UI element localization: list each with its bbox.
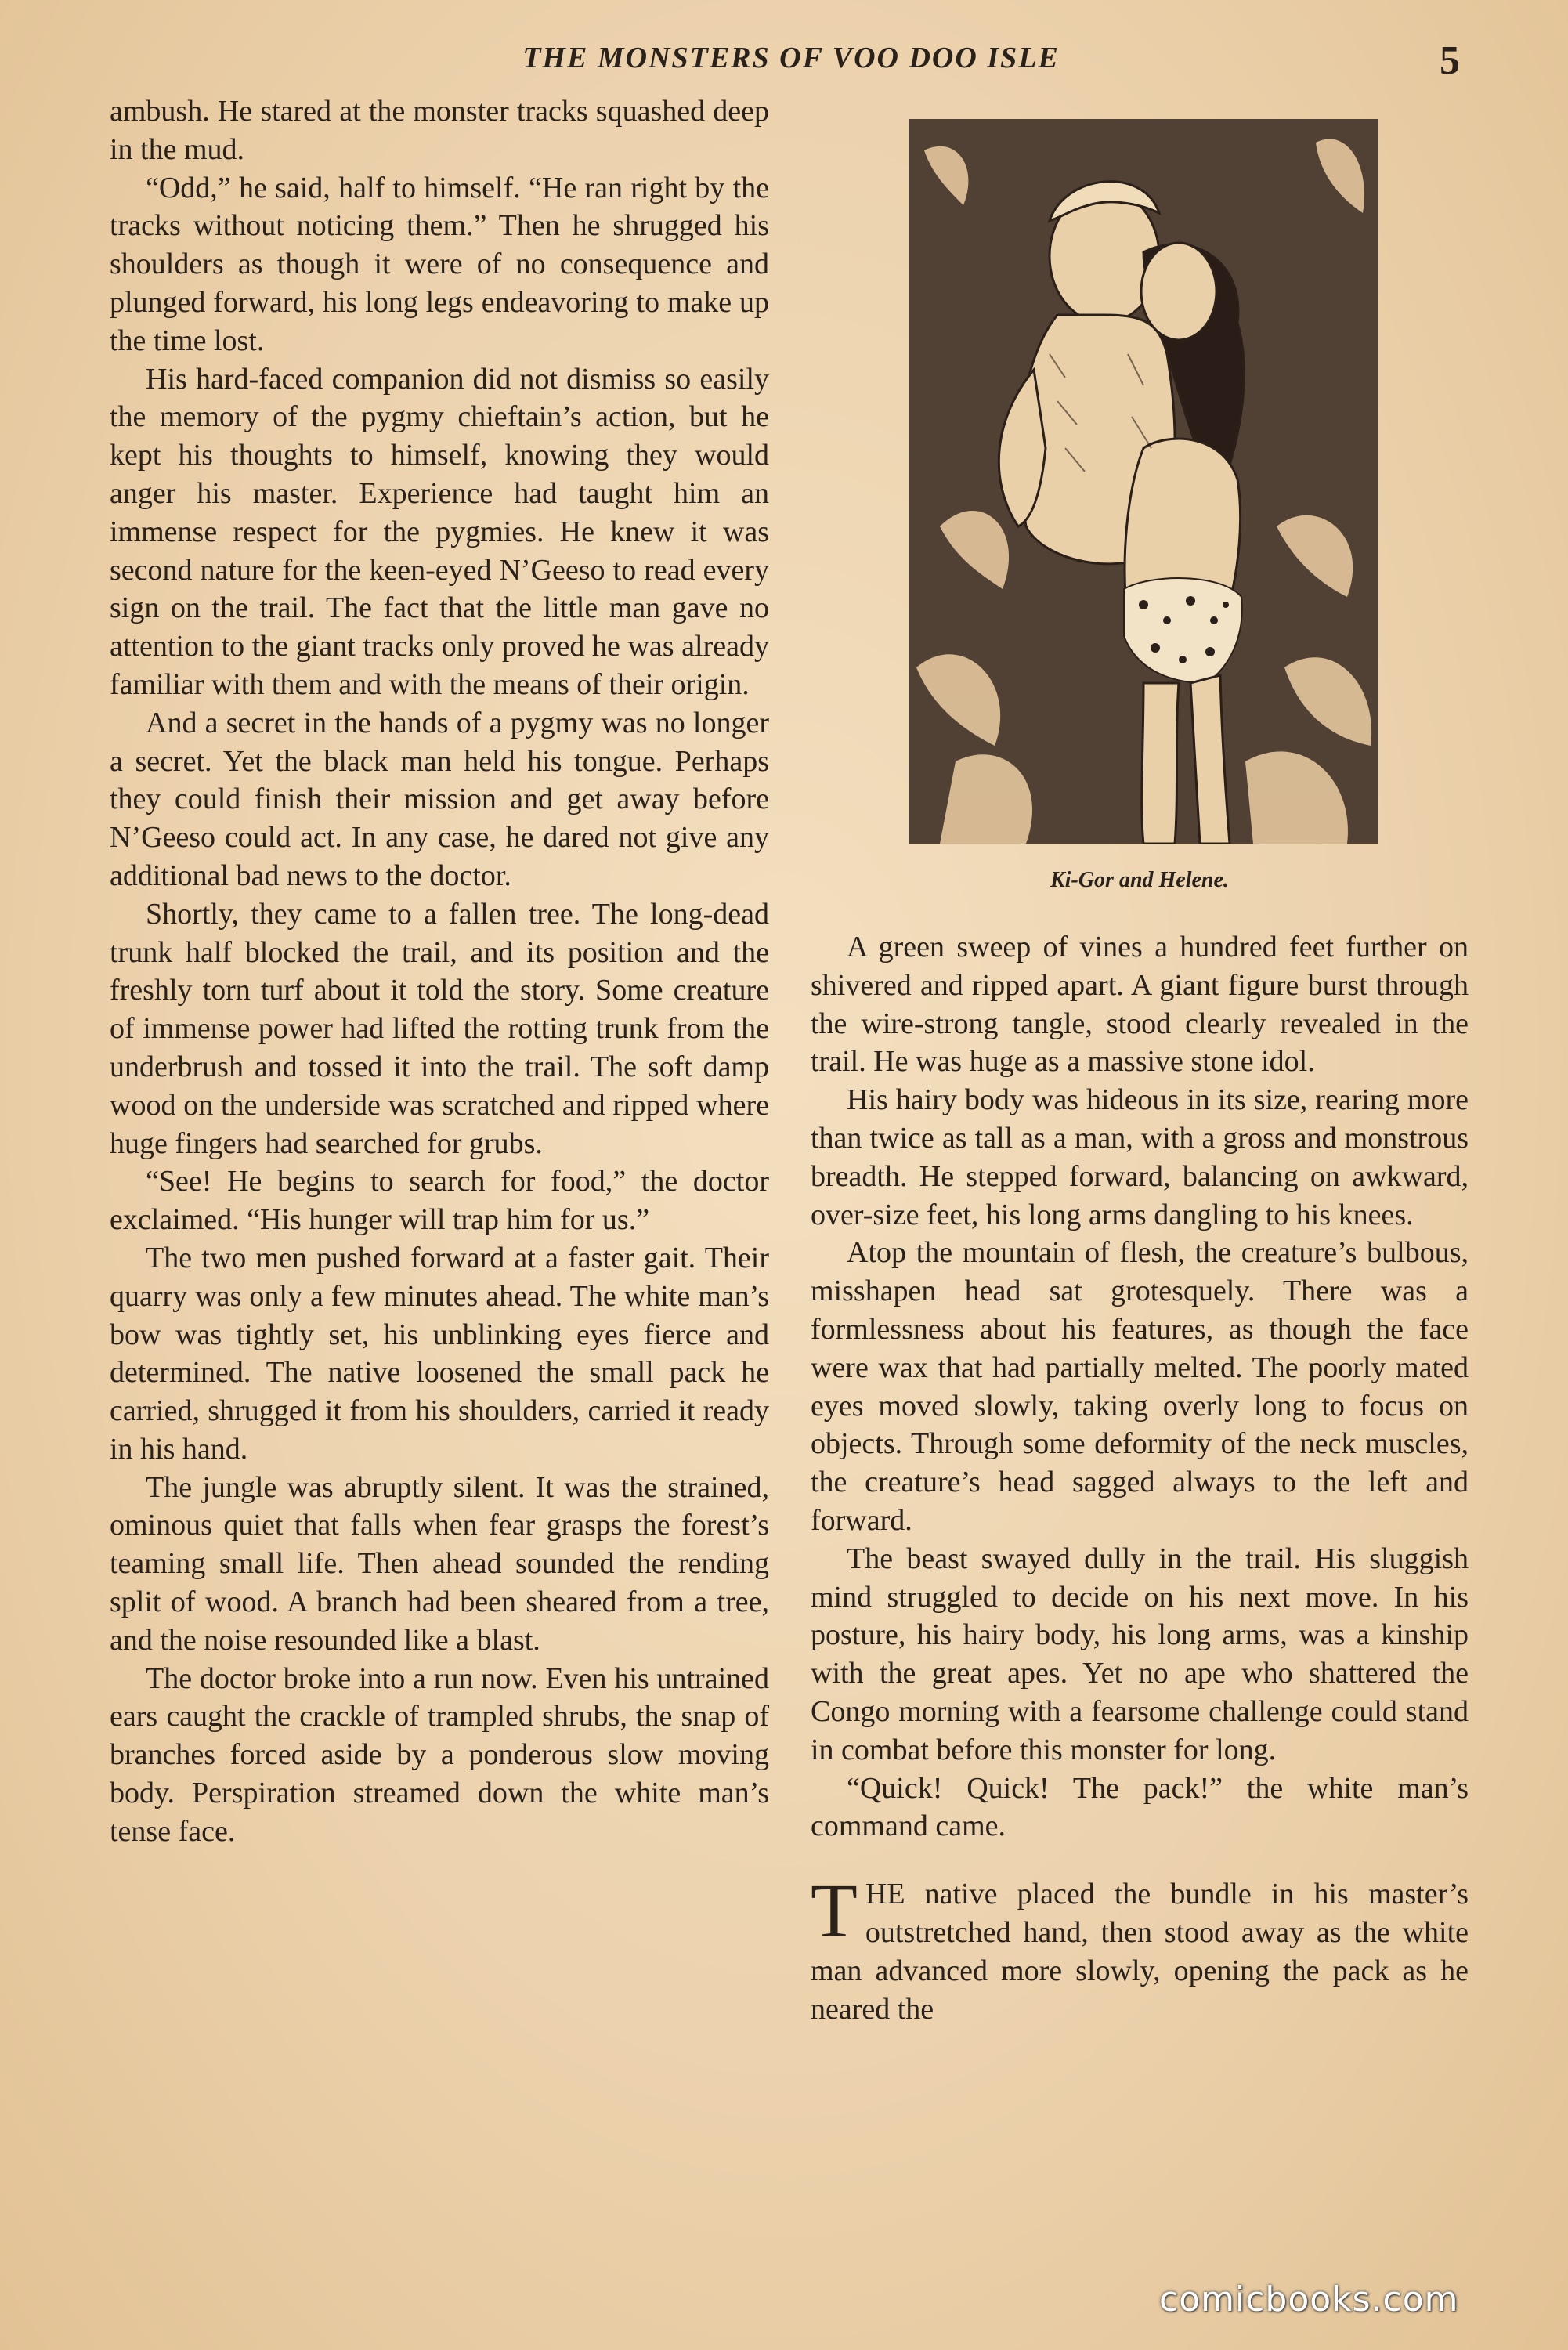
paragraph-text: HE native placed the bundle in his master’s outstretched hand, then stood away as the white man advanced more slowly, opening the pack as he neared the	[811, 1878, 1469, 2026]
paragraph: Shortly, they came to a fallen tree. The long-dead trunk half blocked the trail, and its position and the freshly torn turf about it told the story. Some creature of immense power had lifted the rotting trunk from the underbrush and tossed it into the trail. The soft damp wood on the underside was scratched and ripped where huge fingers had searched for grubs.	[110, 897, 769, 1160]
paragraph: His hard-faced companion did not dismiss so easily the memory of the pygmy chieftain’s action, but he kept his thoughts to himself, knowing they would anger his master. Experience had taught him an immense respect for the pygmies. He knew it was second nature for the keen-eyed N’Geeso to read every sign on the trail. The fact that the little man gave no attention to the giant tracks only proved he was already familiar with them and with the means of their origin.	[110, 362, 769, 701]
illustration-caption: Ki-Gor and Helene.	[1050, 868, 1229, 892]
paragraph: The jungle was abruptly silent. It was the strained, ominous quiet that falls when fear grasps the forest’s teaming small life. Then ahead sounded the rending split of wood. A branch had been sheared from a tree, and the noise resounded like a blast.	[110, 1470, 769, 1657]
paragraph: “Odd,” he said, half to himself. “He ran right by the tracks without noticing them.” Then he shrugged his shoulders as though it were of no consequence and plunged forward, his long legs endeavoring to make up the time lost.	[110, 171, 769, 357]
watermark: comicbooks.com	[1159, 2280, 1459, 2319]
running-header: THE MONSTERS OF VOO DOO ISLE	[522, 42, 1060, 74]
paragraph: The beast swayed dully in the trail. His sluggish mind struggled to decide on his next move. In his posture, his hairy body, his long arms, was a kinship with the great apes. Yet no ape who shattered the Congo morning with a fearsome challenge could stand in combat before this monster for long.	[811, 1542, 1469, 1766]
illustration-drawing	[909, 119, 1378, 844]
illustration-ki-gor-and-helene	[909, 119, 1378, 844]
right-column	[811, 928, 1469, 2028]
page-number: 5	[1440, 38, 1460, 83]
paragraph: ambush. He stared at the monster tracks squashed deep in the mud.	[110, 95, 769, 166]
paragraph: Atop the mountain of flesh, the creature’s bulbous, misshapen head sat grotesquely. There was a formlessness about his features, as though the face were wax that had partially melted. The poorly mated eyes moved slowly, taking overly long to focus on objects. Through some deformity of the neck muscles, the creature’s head sagged always to the left and forward.	[811, 1236, 1469, 1537]
paragraph: His hairy body was hideous in its size, rearing more than twice as tall as a man, with a gross and monstrous breadth. He stepped forward, balancing on awkward, over-size feet, his long arms dangling to his knees.	[811, 1083, 1469, 1231]
paragraph: The two men pushed forward at a faster gait. Their quarry was only a few minutes ahead. The white man’s bow was tightly set, his unblinking eyes fierce and determined. The native loosened the small pack he carried, shrugged it from his shoulders, carried it ready in his hand.	[110, 1241, 769, 1466]
paragraph: “Quick! Quick! The pack!” the white man’s command came.	[811, 1771, 1469, 1843]
paragraph: And a secret in the hands of a pygmy was no longer a secret. Yet the black man held his tongue. Perhaps they could finish their mission and get away before N’Geeso could act. In any case, he dared not give any additional bad news to the doctor.	[110, 706, 769, 892]
drop-cap: T	[811, 1869, 858, 1954]
paragraph: “See! He begins to search for food,” the doctor exclaimed. “His hunger will trap him for us.”	[110, 1165, 769, 1237]
left-column	[110, 92, 769, 1851]
paragraph-with-drop-cap	[811, 1869, 1469, 2028]
paragraph: A green sweep of vines a hundred feet further on shivered and ripped apart. A giant figure burst through the wire-strong tangle, stood clearly revealed in the trail. He was huge as a massive stone idol.	[811, 931, 1469, 1079]
paragraph: The doctor broke into a run now. Even his untrained ears caught the crackle of trampled shrubs, the snap of branches forced aside by a ponderous slow moving body. Perspiration streamed down the white man’s tense face.	[110, 1661, 769, 1848]
